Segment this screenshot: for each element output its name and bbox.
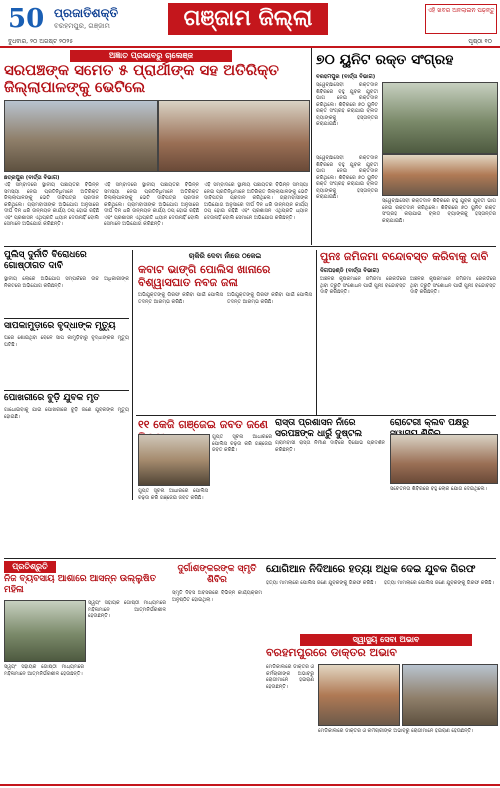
divider: [136, 415, 496, 416]
story14-headline: ବରହମପୁରରେ ଡାକ୍ତର ଅଭାବ: [266, 646, 397, 659]
story1-photo-left: [4, 100, 158, 172]
divider: [132, 250, 133, 500]
story14-body-cont: ମେଡିକାଲରେ ଡାକ୍ତର ଓ କର୍ମଚାରୀଙ୍କ ଅଭାବରୁ ରୋଗୀମାନେ ହଇରାଣ ହେଉଛନ୍ତି।: [318, 728, 474, 734]
story14-kicker: ସ୍ୱାସ୍ଥ୍ୟ ସେବା ଅଭାବ: [300, 634, 472, 646]
story8-headline: ୧୧ କେଜି ଗଞ୍ଜେଇ ଜବତ ଜଣେ: [138, 418, 268, 431]
story3-body-col1: ଅଞ୍ଚଳର କୃଷକମାନେ ଜମିଜମା ରେକର୍ଡରେ ଥିବା ତ୍ରୁଟି ସଂଶୋଧନ ପାଇଁ ପୁନଃ ବନ୍ଦୋବସ୍ତ ଦାବି କରିଛନ୍ତି।: [320, 276, 406, 295]
story9-body: ଗ୍ରାମବାସୀ ରାସ୍ତା ନିର୍ମାଣ ଦାବିରେ ବିକ୍ଷୋଭ ପ୍ରଦର୍ଶନ କରିଛନ୍ତି।: [275, 440, 385, 453]
story10-headline: ରୋଟେରୀ କ୍ଲବ ପକ୍ଷରୁ: [390, 418, 469, 428]
story13-body-col1: ହତ୍ୟା ମାମଲାରେ ପୋଲିସ ଜଣେ ଯୁବକଙ୍କୁ ଗିରଫ କରିଛି।: [266, 580, 376, 586]
divider: [4, 318, 129, 319]
section-title: ଗଞ୍ଜାମ ଜିଲ୍ଲା: [168, 3, 328, 35]
story11-body: ସ୍ୱୟଂ ସହାୟକ ଗୋଷ୍ଠୀ ମାଧ୍ୟମରେ ମହିଳାମାନେ ଆତ୍ମନିର୍ଭରଶୀଳ ହେଉଛନ୍ତି।: [88, 600, 166, 619]
story14-body: ମେଡିକାଲରେ ଡାକ୍ତର ଓ କର୍ମଚାରୀଙ୍କ ଅଭାବରୁ ରୋଗୀମାନେ ହଇରାଣ ହେଉଛନ୍ତି।: [266, 664, 314, 690]
story2-headline: ୭୦ ୟୁନିଟ ରକ୍ତ ସଂଗ୍ରହ: [316, 52, 454, 68]
story7-body-col2: ଅଭିଯୁକ୍ତଙ୍କୁ ଗିରଫ କରିବା ପାଇଁ ପୋଲିସ ତଦନ୍ତ ଆରମ୍ଭ କରିଛି।: [227, 292, 312, 305]
corner-box: ଏହି ଖବର ଅନଲାଇନ ପଢ଼ନ୍ତୁ: [425, 4, 497, 34]
story11-photo: [4, 600, 86, 662]
story12-body: ସ୍ମୃତି ଦିବସ ଅବସରରେ ବିଭିନ୍ନ କାର୍ଯ୍ୟକ୍ରମ ଅନୁଷ୍ଠିତ ହୋଇଥିଲା।: [172, 590, 262, 603]
story10-body: ସଚେତନତା ଶିବିରରେ ବହୁ ଲୋକ ଯୋଗ ଦେଇଥିଲେ।: [390, 486, 487, 492]
logo-50-mark: 50: [8, 4, 45, 34]
date-line: [0, 38, 500, 48]
story6-body: ଗାଧୋଇବାକୁ ଯାଇ ପୋଖରୀରେ ବୁଡ଼ି ଜଣେ ଯୁବକଙ୍କ ମୃତ୍ୟୁ ହୋଇଛି।: [4, 407, 129, 420]
logo-tag: ବରହମପୁର, ଗଞ୍ଜାମ: [54, 22, 110, 30]
story5-body: ଘରେ ଶୋଇଥିବା ବେଳେ ସାପ କାମୁଡ଼ିବାରୁ ବୃଦ୍ଧାଙ୍କର ମୃତ୍ୟୁ ଘଟିଛି।: [4, 335, 129, 348]
story2-body-cont: ସ୍ୱେଚ୍ଛାସେବୀ ରକ୍ତଦାନ ଶିବିରରେ ବହୁ ଯୁବକ ଯୁବତୀ ଭାଗ ନେଇ ରକ୍ତଦାନ କରିଥିଲେ। ଶିବିରରେ ୭୦ ୟୁନିଟ ରକ୍ତ ସଂଗ୍ରହ କରାଯାଇ ବ୍ଲଡ ବ୍ୟାଙ୍କକୁ ହସ୍ତାନ୍ତର କରାଯାଇଛି।: [316, 155, 378, 200]
page-number: ପୃଷ୍ଠା ୧୦: [468, 38, 492, 45]
story1-photo-right: [158, 100, 310, 172]
masthead: [0, 0, 500, 42]
story12-headline: ଦୁର୍ଗାଶଙ୍କରଙ୍କ ସ୍ମୃତି ଶିବିର: [177, 564, 257, 585]
story1-kicker: ଅଜ୍ଞାତ ପ୍ରଭାବରୁ ଚାଲେଞ୍ଜ: [70, 50, 232, 62]
story2-body: ସ୍ୱେଚ୍ଛାସେବୀ ରକ୍ତଦାନ ଶିବିରରେ ବହୁ ଯୁବକ ଯୁବତୀ ଭାଗ ନେଇ ରକ୍ତଦାନ କରିଥିଲେ। ଶିବିରରେ ୭୦ ୟୁନିଟ ରକ୍ତ ସଂଗ୍ରହ କରାଯାଇ ବ୍ଲଡ ବ୍ୟାଙ୍କକୁ ହସ୍ତାନ୍ତର କରାଯାଇଛି।: [316, 82, 378, 127]
footer-rule: [0, 784, 500, 786]
story10-photo: [390, 434, 498, 484]
story14-photo-2: [402, 664, 498, 726]
story2-photo-top: [382, 82, 498, 154]
story3-body-col2: ଅଞ୍ଚଳର କୃଷକମାନେ ଜମିଜମା ରେକର୍ଡରେ ଥିବା ତ୍ରୁଟି ସଂଶୋଧନ ପାଇଁ ପୁନଃ ବନ୍ଦୋବସ୍ତ ଦାବି କରିଛନ୍ତି।: [410, 276, 496, 295]
story1-body-col2: ଏହି ସମ୍ବାଦରେ ସ୍ଥାନୀୟ ପଞ୍ଚାୟତର ବିଭିନ୍ନ ସମସ୍ୟା ନେଇ ପ୍ରତିନିଧିମାନେ ଅତିରିକ୍ତ ଜିଲ୍ଲାପାଳଙ୍କୁ ଭେଟି ଦାବିପତ୍ର ପ୍ରଦାନ କରିଥିଲେ। ଗ୍ରାମବାସୀଙ୍କ ଅଭିଯୋଗ ଅନୁସାରେ ଦୀର୍ଘ ଦିନ ଧରି ଉନ୍ନୟନ କାର୍ଯ୍ୟ ଠପ୍ ହୋଇ ରହିଛି ଏବଂ ପ୍ରଶାସନ ଏଥିପ୍ରତି ଧ୍ୟାନ ଦେଉନାହିଁ ବୋଲି ସେମାନେ ଅଭିଯୋଗ କରିଛନ୍ତି।: [104, 182, 199, 227]
story6-headline: ପୋଖରୀରେ ବୁଡ଼ି ଯୁବକ ମୃତ: [4, 393, 100, 403]
story1-byline: ଛତ୍ରପୁର (ବାର୍ତ୍ତା ବିଭାଗ): [4, 175, 60, 181]
divider: [4, 246, 496, 247]
story4-headline: ପୁଲିସ୍ ଦୁର୍ନୀତି ବିରୋଧରେ ଗୋଷ୍ଠୀଗତ ଦାବି: [4, 250, 87, 271]
divider: [311, 48, 312, 245]
story7-body-col1: ଅଭିଯୁକ୍ତଙ୍କୁ ଗିରଫ କରିବା ପାଇଁ ପୋଲିସ ତଦନ୍ତ ଆରମ୍ଭ କରିଛି।: [138, 292, 223, 305]
story13-headline: ଯୋଗିଆନ ନିଦିଆରେ ହତ୍ୟା ଅଧିକ ଦେଇ ଯୁବକ ଗିରଫ: [266, 564, 476, 575]
story11-body-cont: ସ୍ୱୟଂ ସହାୟକ ଗୋଷ୍ଠୀ ମାଧ୍ୟମରେ ମହିଳାମାନେ ଆତ୍ମନିର୍ଭରଶୀଳ ହେଉଛନ୍ତି।: [4, 664, 84, 677]
story2-photo-bottom: [382, 154, 498, 196]
divider: [4, 390, 129, 391]
story11-headline: ନିଜ ବ୍ୟବସାୟ ଆଶାରେ ଆସନ୍ନ ଉଲ୍ଲୁଷିତ ମହିଳା: [4, 574, 156, 595]
story2-byline: ବରହମପୁର (ବାର୍ତ୍ତା ବିଭାଗ): [316, 74, 376, 80]
story13-body-col2: ହତ୍ୟା ମାମଲାରେ ପୋଲିସ ଜଣେ ଯୁବକଙ୍କୁ ଗିରଫ କରିଛି।: [384, 580, 494, 586]
divider: [4, 558, 496, 559]
story1-body-col1: ଏହି ସମ୍ବାଦରେ ସ୍ଥାନୀୟ ପଞ୍ଚାୟତର ବିଭିନ୍ନ ସମସ୍ୟା ନେଇ ପ୍ରତିନିଧିମାନେ ଅତିରିକ୍ତ ଜିଲ୍ଲାପାଳଙ୍କୁ ଭେଟି ଦାବିପତ୍ର ପ୍ରଦାନ କରିଥିଲେ। ଗ୍ରାମବାସୀଙ୍କ ଅଭିଯୋଗ ଅନୁସାରେ ଦୀର୍ଘ ଦିନ ଧରି ଉନ୍ନୟନ କାର୍ଯ୍ୟ ଠପ୍ ହୋଇ ରହିଛି ଏବଂ ପ୍ରଶାସନ ଏଥିପ୍ରତି ଧ୍ୟାନ ଦେଉନାହିଁ ବୋଲି ସେମାନେ ଅଭିଯୋଗ କରିଛନ୍ତି।: [4, 182, 99, 227]
divider: [316, 250, 317, 415]
story2-body-cont2: ସ୍ୱେଚ୍ଛାସେବୀ ରକ୍ତଦାନ ଶିବିରରେ ବହୁ ଯୁବକ ଯୁବତୀ ଭାଗ ନେଇ ରକ୍ତଦାନ କରିଥିଲେ। ଶିବିରରେ ୭୦ ୟୁନିଟ ରକ୍ତ ସଂଗ୍ରହ କରାଯାଇ ବ୍ଲଡ ବ୍ୟାଙ୍କକୁ ହସ୍ତାନ୍ତର କରାଯାଇଛି।: [382, 198, 496, 224]
story14-photo-1: [318, 664, 400, 726]
story3-headline: ପୁନଃ ଜମିଜମା ବନ୍ଦୋବସ୍ତ କରିବାକୁ ଦାବି: [320, 250, 489, 263]
story9-headline: ରାସ୍ତା ପ୍ରଶାସନ ନାଁରେ ସରପଞ୍ଚଙ୍କ ଧାରୁଁ ଦୁଷ୍ଟଲ: [275, 418, 363, 439]
story8-photo: [138, 434, 210, 486]
story4-body: ସ୍ଥାନୀୟ ଲୋକେ ଅଭିଯୋଗ ସମ୍ପର୍କରେ ଉଚ୍ଚ ଅଧିକାରୀଙ୍କ ନିକଟରେ ଅଭିଯୋଗ କରିଛନ୍ତି।: [4, 276, 129, 289]
story8-body-cont: ଗୁପ୍ତ ସୂଚନା ଆଧାରରେ ପୋଲିସ ଚଢ଼ଉ କରି ଗଞ୍ଜେଇ ଜବତ କରିଛି।: [138, 488, 208, 501]
story11-kicker: ପ୍ରତିଶ୍ରୁତି: [4, 561, 56, 573]
story7-headline: କବାଟ ଭାଙ୍ଗି ପୋଲିସ ଖାନାରେ ବିଶ୍ୱାସଘାତ ନବଜ ଜଳା: [138, 263, 271, 289]
story1-headline: ସରପଞ୍ଚଙ୍କ ସମେତ ୫ ପ୍ରାର୍ଥୀଙ୍କ ସହ ଅତିରିକ୍ତ ଜିଲ୍ଲାପାଳଙ୍କୁ ଭେଟିଲେ: [4, 61, 279, 96]
paper-name: ପ୍ରଜାତିଶକ୍ତି: [54, 6, 119, 20]
story8-body: ଗୁପ୍ତ ସୂଚନା ଆଧାରରେ ପୋଲିସ ଚଢ଼ଉ କରି ଗଞ୍ଜେଇ ଜବତ କରିଛି।: [212, 434, 272, 453]
issue-date: ବୁଧବାର, ୨୦ ଅଗଷ୍ଟ ୨୦୨୫: [8, 38, 74, 45]
story1-body-col3: ଏହି ସମ୍ବାଦରେ ସ୍ଥାନୀୟ ପଞ୍ଚାୟତର ବିଭିନ୍ନ ସମସ୍ୟା ନେଇ ପ୍ରତିନିଧିମାନେ ଅତିରିକ୍ତ ଜିଲ୍ଲାପାଳଙ୍କୁ ଭେଟି ଦାବିପତ୍ର ପ୍ରଦାନ କରିଥିଲେ। ଗ୍ରାମବାସୀଙ୍କ ଅଭିଯୋଗ ଅନୁସାରେ ଦୀର୍ଘ ଦିନ ଧରି ଉନ୍ନୟନ କାର୍ଯ୍ୟ ଠପ୍ ହୋଇ ରହିଛି ଏବଂ ପ୍ରଶାସନ ଏଥିପ୍ରତି ଧ୍ୟାନ ଦେଉନାହିଁ ବୋଲି ସେମାନେ ଅଭିଯୋଗ କରିଛନ୍ତି।: [204, 182, 308, 221]
story5-headline: ସାପକାମୁଡ଼ାରେ ବୃଦ୍ଧାଙ୍କ ମୃତ୍ୟୁ: [4, 321, 116, 331]
story3-byline: ଦିଗପହଣ୍ଡି (ବାର୍ତ୍ତା ବିଭାଗ): [320, 268, 380, 274]
story7-kicker: ଚାକିରି ଦେବା ନାଁରେ ଠକେଇ: [188, 252, 262, 260]
